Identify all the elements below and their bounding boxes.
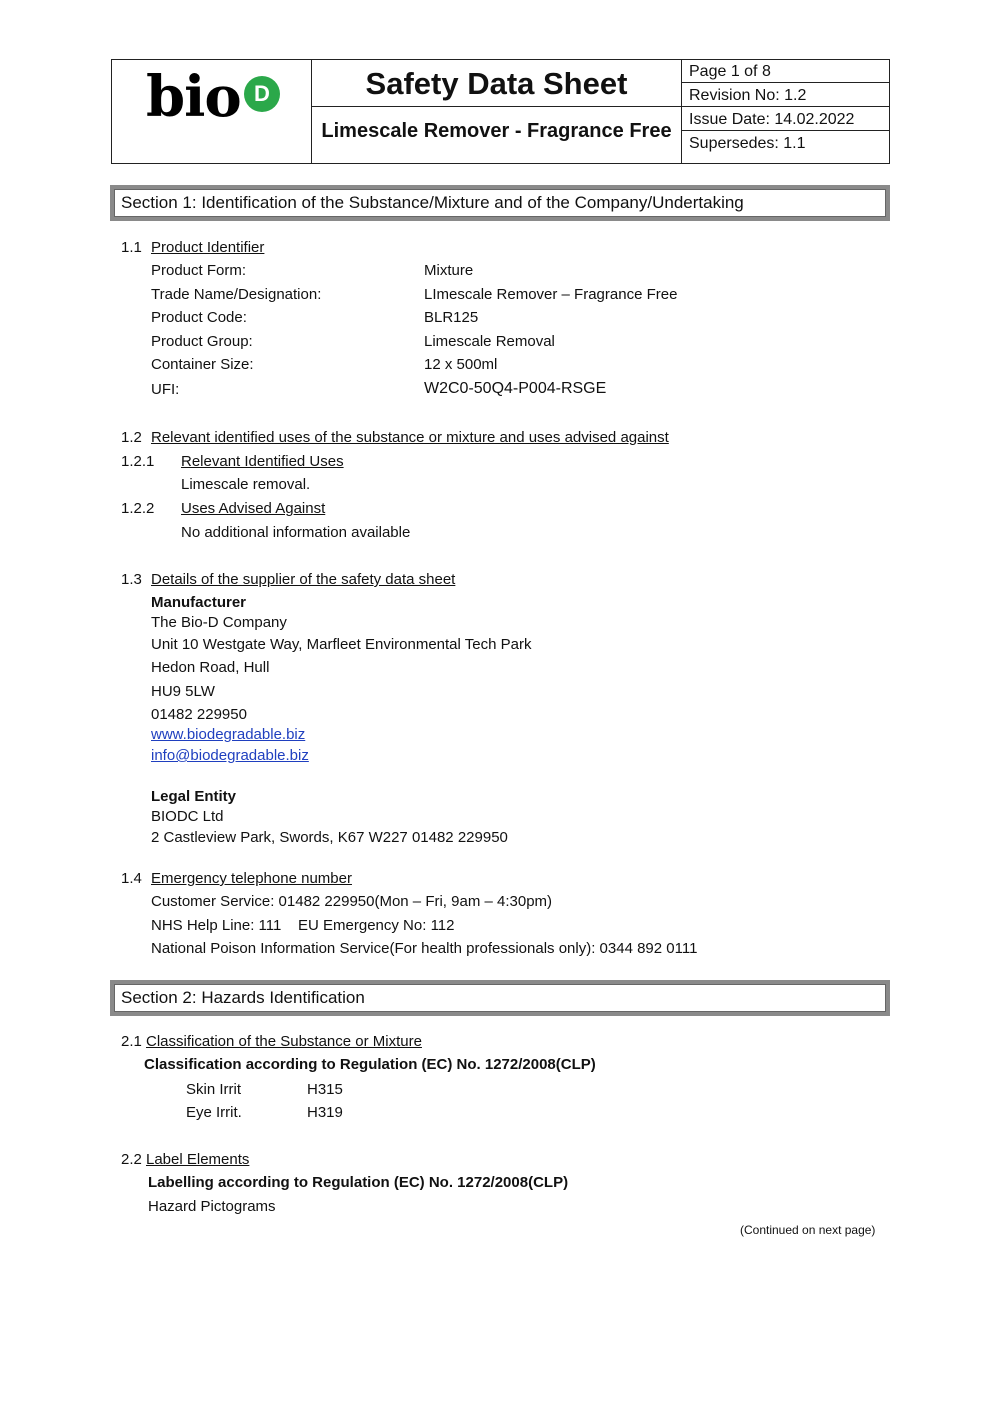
address-line: BIODC Ltd: [151, 808, 224, 825]
section-number: 1.4: [121, 870, 142, 887]
field-value: 12 x 500ml: [424, 356, 498, 373]
field-value: BLR125: [424, 309, 479, 326]
field-label: Product Form:: [151, 262, 247, 279]
supersedes: Supersedes: 1.1: [689, 135, 806, 152]
section-1-banner: [110, 185, 890, 221]
section-number: 1.2: [121, 429, 142, 446]
address-line: 2 Castleview Park, Swords, K67 W227 01482 229950: [151, 829, 508, 846]
meta-cell: [682, 60, 889, 163]
regulation-heading: Classification according to Regulation (EC) No. 1272/2008(CLP): [144, 1056, 596, 1073]
pictograms-label: Hazard Pictograms: [148, 1198, 276, 1215]
document-header: [111, 59, 890, 164]
section-2-banner: [110, 980, 890, 1016]
hazard-class: Eye Irrit.: [186, 1104, 242, 1121]
phone-number: 01482 229950: [151, 706, 247, 723]
body-text: No additional information available: [181, 524, 411, 541]
regulation-heading: Labelling according to Regulation (EC) No. 1272/2008(CLP): [148, 1174, 569, 1191]
website-link[interactable]: www.biodegradable.biz: [151, 726, 306, 743]
emergency-line: National Poison Information Service(For health professionals only): 0344 892 0111: [151, 940, 698, 957]
emergency-line: Customer Service: 01482 229950(Mon – Fri, 9am – 4:30pm): [151, 893, 553, 910]
subsection-heading: Relevant Identified Uses: [181, 453, 344, 470]
title-cell: [312, 60, 682, 163]
field-label: Product Code:: [151, 309, 247, 326]
section-2-title: Section 2: Hazards Identification: [114, 984, 886, 1012]
field-label: UFI:: [151, 381, 180, 398]
field-value: Limescale Removal: [424, 333, 555, 350]
field-value: LImescale Remover – Fragrance Free: [424, 286, 678, 303]
manufacturer-label: Manufacturer: [151, 594, 247, 611]
address-line: Unit 10 Westgate Way, Marfleet Environmental Tech Park: [151, 636, 532, 653]
field-label: Container Size:: [151, 356, 254, 373]
revision-number: Revision No: 1.2: [682, 84, 889, 107]
field-label: Product Group:: [151, 333, 253, 350]
bio-d-logo: bio: [146, 64, 241, 130]
issue-date: Issue Date: 14.02.2022: [682, 108, 889, 131]
section-number: 2.2: [121, 1151, 142, 1168]
section-1-title: Section 1: Identification of the Substance/Mixture and of the Company/Undertaking: [114, 189, 886, 217]
body-text: Limescale removal.: [181, 476, 311, 493]
subsection-heading: Label Elements: [146, 1151, 250, 1168]
section-number: 2.1: [121, 1033, 142, 1050]
section-number: 1.2.1: [121, 453, 155, 470]
field-label: Trade Name/Designation:: [151, 286, 322, 303]
hazard-code: H315: [307, 1081, 343, 1098]
legal-entity-label: Legal Entity: [151, 788, 237, 805]
logo-d-badge: D: [244, 76, 280, 112]
subsection-heading: Emergency telephone number: [151, 870, 352, 887]
subsection-heading: Relevant identified uses of the substance or mixture and uses advised against: [151, 429, 669, 446]
subsection-heading: Classification of the Substance or Mixture: [146, 1033, 422, 1050]
subsection-heading: Uses Advised Against: [181, 500, 326, 517]
section-number: 1.2.2: [121, 500, 155, 517]
address-line: Hedon Road, Hull: [151, 659, 270, 676]
subsection-heading: Product Identifier: [151, 239, 265, 256]
logo-cell: [112, 60, 312, 163]
email-link[interactable]: info@biodegradable.biz: [151, 747, 309, 764]
emergency-line: NHS Help Line: 111 EU Emergency No: 112: [151, 917, 455, 934]
product-title: Limescale Remover - Fragrance Free: [321, 120, 672, 142]
continued-note: (Continued on next page): [740, 1223, 876, 1237]
address-line: The Bio-D Company: [151, 614, 287, 631]
hazard-class: Skin Irrit: [186, 1081, 242, 1098]
hazard-code: H319: [307, 1104, 343, 1121]
section-number: 1.1: [121, 239, 142, 256]
field-value: Mixture: [424, 262, 474, 279]
address-line: HU9 5LW: [151, 683, 215, 700]
ufi-value: W2C0-50Q4-P004-RSGE: [424, 380, 607, 397]
document-title: Safety Data Sheet: [312, 60, 681, 107]
subsection-heading: Details of the supplier of the safety data sheet: [151, 571, 456, 588]
section-number: 1.3: [121, 571, 142, 588]
page-number: Page 1 of 8: [682, 60, 889, 83]
